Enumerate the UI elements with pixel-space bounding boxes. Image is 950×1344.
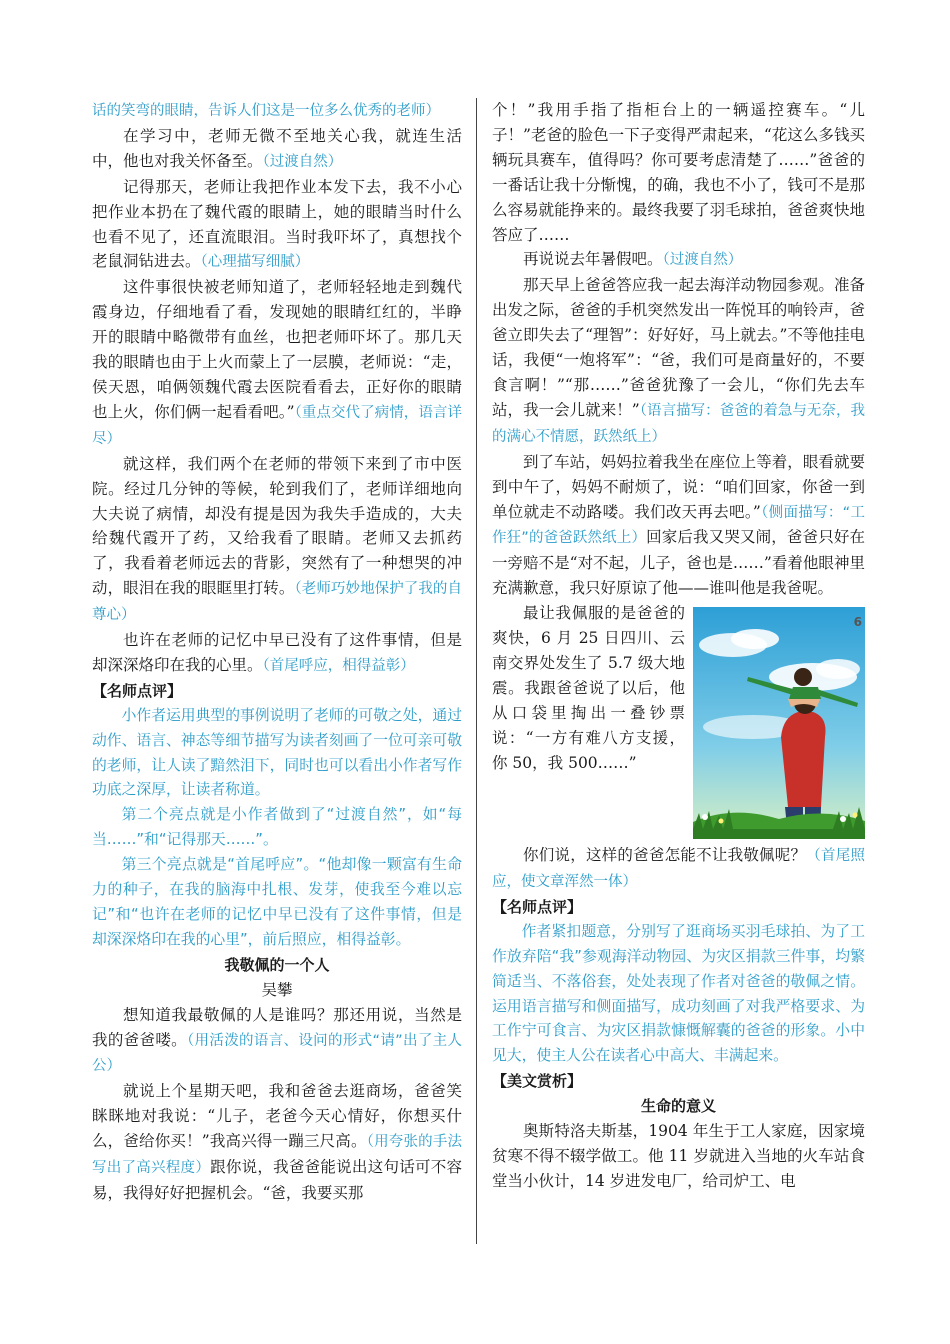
review-paragraph: 小作者运用典型的事例说明了老师的可敬之处，通过动作、语言、神态等细节描写为读者刻画了一位可亲可敬的老师，让人读了黯然泪下，同时也可以看出小作者写作功底之深厚，让读者称道。 bbox=[92, 706, 462, 799]
paragraph-text: 回家后我又哭又闹，爸爸只好在一旁赔不是“对不起，儿子，爸也是……”看着他眼神里充满歉意，我只好原谅了他——谁叫他是我爸呢。 bbox=[492, 528, 865, 598]
paragraph bbox=[492, 450, 865, 601]
paragraph-text: 跟你说，我爸爸能说出这句话可不容易，我得好好把握机会。“爸，我要买那 bbox=[92, 1158, 462, 1202]
father-child-illustration bbox=[693, 607, 865, 839]
annotation: （用夸张的手法写出了高兴程度） bbox=[92, 1134, 462, 1177]
review-paragraph: 第三个亮点就是“首尾呼应”。“他却像一颗富有生命力的种子，在我的脑海中扎根、发芽，使我至今难以忘记”和“也许在老师的记忆中早已没有了这件事情，但是却深深烙印在我的心里”，前后照应，相得益彰。 bbox=[92, 856, 462, 948]
paragraph bbox=[492, 843, 865, 895]
right-column bbox=[492, 98, 865, 1194]
annotation: （老师巧妙地保护了我的自尊心） bbox=[92, 581, 462, 624]
paragraph-text: 这件事很快被老师知道了，老师轻轻地走到魏代霞身边，仔细地看了看，发现她的眼睛红红的，半睁开的眼睛中略微带有血丝，也把老师吓坏了。那几天我的眼睛也由于上火而蒙上了一层膜，老师说：“走，侯天恩，咱俩领魏代霞去医院看看去，正好你的眼睛也上火，你们俩一起看看吧。” bbox=[92, 278, 462, 421]
paragraph bbox=[492, 247, 865, 273]
section-heading-appreciation: 【美文赏析】 bbox=[492, 1072, 583, 1091]
annotation: （过渡自然） bbox=[662, 252, 743, 269]
annotation: （侧面描写：“工作狂”的爸爸跃然纸上） bbox=[492, 504, 865, 547]
review-paragraph: 作者紧扣题意，分别写了逛商场买羽毛球拍、为了工作放弃陪“我”参观海洋动物园、为灾区捐款三件事，均繁简适当、不落俗套，处处表现了作者对爸爸的敬佩之情。运用语言描写和侧面描写，成功刻画了对我严格要求、为工作宁可食言、为灾区捐款慷慨解囊的爸爸的形象。小中见大，使主人公在读者心中高大、丰满起来。 bbox=[492, 922, 865, 1065]
paragraph-text: 就这样，我们两个在老师的带领下来到了市中医院。经过几分钟的等候，轮到我们了，老师详细地向大夫说了病情，却没有提是因为我失手造成的，大夫给魏代霞开了药，又给我看了眼睛。老师又去抓药了，我看着老师远去的背影，突然有了一种想哭的冲动，眼泪在我的眼眶里打转。 bbox=[92, 454, 462, 598]
annotation: （首尾照应，使文章浑然一体） bbox=[492, 848, 865, 891]
annotation: （重点交代了病情，语言详尽） bbox=[92, 404, 462, 447]
section-heading-review: 【名师点评】 bbox=[92, 681, 183, 700]
essay-title: 我敬佩的一个人 bbox=[224, 955, 330, 974]
paragraph-text: 也许在老师的记忆中早已没有了这件事情，但是却深深烙印在我的心里。 bbox=[92, 631, 462, 674]
article-title: 生命的意义 bbox=[640, 1097, 716, 1116]
annotation: （心理描写细腻） bbox=[200, 254, 310, 271]
paragraph bbox=[92, 628, 462, 679]
annotation: （用活泼的语言、设问的形式“请”出了主人公） bbox=[92, 1032, 462, 1075]
paragraph bbox=[92, 98, 462, 124]
review-paragraph: 第二个亮点就是小作者做到了“过渡自然”，如“每当……”和“记得那天……”。 bbox=[92, 806, 462, 849]
annotation: 话的笑弯的眼睛，告诉人们这是一位多么优秀的老师） bbox=[92, 103, 440, 119]
paragraph bbox=[92, 124, 462, 175]
paragraph bbox=[492, 273, 865, 449]
illustration-page-number: 6 bbox=[853, 615, 862, 630]
paragraph: 个！”我用手指了指柜台上的一辆遥控赛车。“儿子！”老爸的脸色一下子变得严肃起来，“花这么多钱买辆玩具赛车，值得吗？你可要考虑清楚了……”爸爸的一番话让我十分惭愧，的确，我也不小了，钱可不是那么容易就能挣来的。最终我要了羽毛球拍，爸爸爽快地答应了…… bbox=[492, 101, 865, 244]
paragraph: 最让我佩服的是爸爸的爽快，6 月 25 日四川、云南交界处发生了 5.7 级大地震。我跟爸爸说了以后，他从口袋里掏出一叠钞票说：“一方有难八方支援，你 50，我 500……” bbox=[492, 604, 685, 772]
paragraph-text: 到了车站，妈妈拉着我坐在座位上等着，眼看就要到中午了，妈妈不耐烦了，说：“咱们回家，你爸一到单位就走不动路喽。我们改天再去吧。” bbox=[492, 452, 865, 521]
paragraph-text: 你们说，这样的爸爸怎能不让我敬佩呢？ bbox=[523, 846, 807, 865]
annotation: （首尾呼应，相得益彰） bbox=[262, 657, 415, 674]
paragraph bbox=[92, 175, 462, 276]
paragraph-text: 记得那天，老师让我把作业本发下去，我不小心把作业本扔在了魏代霞的眼睛上，她的眼睛当时什么也看不见了，还直流眼泪。当时我吓坏了，真想找个老鼠洞钻进去。 bbox=[92, 177, 462, 271]
paragraph-text: 再说说去年暑假吧。 bbox=[523, 250, 663, 269]
paragraph bbox=[92, 1003, 462, 1080]
annotation: （语言描写：爸爸的着急与无奈，我的满心不情愿，跃然纸上） bbox=[492, 402, 865, 445]
paragraph bbox=[92, 452, 462, 628]
paragraph bbox=[92, 275, 462, 451]
essay-author: 吴攀 bbox=[261, 980, 293, 999]
paragraph-text: 就说上个星期天吧，我和爸爸去逛商场，爸爸笑眯眯地对我说：“儿子，老爸今天心情好，你想买什么，爸给你买！”我高兴得一蹦三尺高。 bbox=[92, 1082, 462, 1151]
illustration-svg bbox=[693, 607, 865, 839]
paragraph-text: 那天早上爸爸答应我一起去海洋动物园参观。准备出发之际，爸爸的手机突然发出一阵悦耳的响铃声，爸爸立即失去了“理智”：好好好，马上就去。”不等他挂电话，我便“一炮将军”：“爸，我们可是商量好的，不要食言啊！”“那……”爸爸犹豫了一会儿，“你们先去车站，我一会儿就来！” bbox=[492, 276, 865, 419]
paragraph-text: 想知道我最敬佩的人是谁吗？那还用说，当然是我的爸爸喽。 bbox=[92, 1005, 462, 1049]
annotation: （过渡自然） bbox=[262, 153, 343, 170]
section-heading-review: 【名师点评】 bbox=[492, 897, 583, 916]
paragraph: 奥斯特洛夫斯基，1904 年生于工人家庭，因家境贫寒不得不辍学做工。他 11 岁就进入当地的火车站食堂当小伙计，14 岁进发电厂，给司炉工、电 bbox=[492, 1122, 865, 1190]
paragraph-text: 在学习中，老师无微不至地关心我，就连生活中，他也对我关怀备至。 bbox=[92, 126, 462, 170]
left-column bbox=[92, 98, 462, 1206]
paragraph bbox=[92, 1079, 462, 1206]
column-divider bbox=[476, 98, 477, 1244]
